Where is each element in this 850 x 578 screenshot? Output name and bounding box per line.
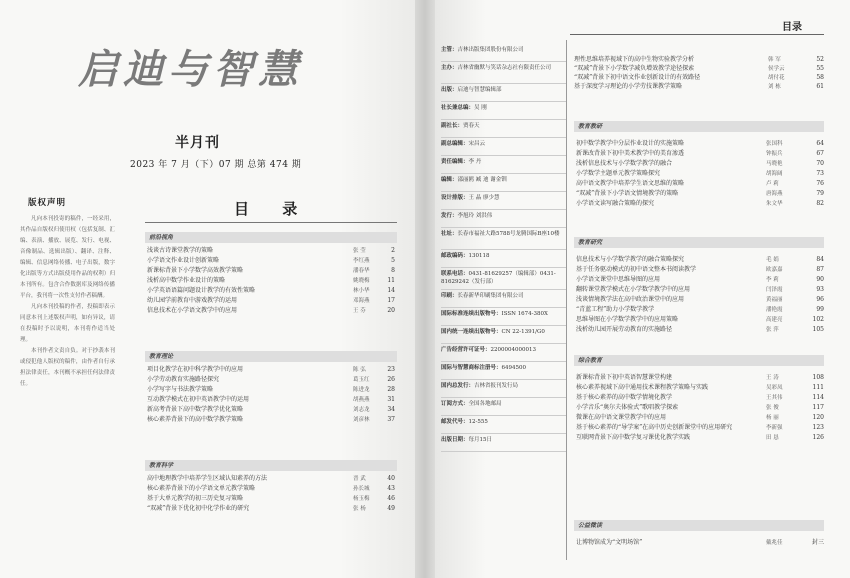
toc-entry	[576, 326, 824, 334]
entry-title: “双减”背景下优化初中化学作业的研究	[147, 505, 250, 512]
entry-title: 信息技术在小学语文教学中的应用	[147, 307, 238, 314]
entry-title: 翻转课堂教学模式在小学数学教学中的应用	[576, 286, 691, 293]
entry-author: 张 俊	[766, 405, 779, 411]
masthead-row	[441, 364, 566, 372]
entry-title: 新高考背景下高中数学教学优化策略	[147, 406, 244, 413]
masthead-value: 李旭玲 刘洪伟	[457, 213, 493, 219]
entry-author: 李 莉	[766, 277, 779, 283]
entry-page: 114	[812, 394, 824, 401]
toc-entry	[147, 475, 395, 483]
entry-title: 小学语文读写融合策略的探究	[576, 200, 655, 207]
masthead-divider	[441, 343, 566, 344]
masthead-value: CN 22-1391/G0	[501, 329, 545, 335]
entry-author: 胡燕燕	[353, 397, 370, 403]
masthead-value: 吉林省报刊发行局	[474, 383, 519, 389]
toc-entry	[147, 406, 395, 414]
entry-author: 卢 莉	[766, 181, 779, 187]
toc-entry	[574, 83, 824, 91]
masthead-value: 吴 刚	[474, 105, 487, 111]
copyright-title: 版权声明	[28, 198, 67, 208]
masthead-value: 贾春天	[463, 123, 480, 129]
masthead-row	[441, 104, 566, 112]
entry-author: 姚晓梅	[353, 278, 370, 284]
masthead-divider	[441, 289, 566, 290]
masthead-label: 副总编辑：	[441, 141, 469, 147]
entry-title: “双减”背景下小学语文情境教学的策略	[576, 190, 679, 197]
entry-page: 108	[812, 374, 824, 381]
entry-title: 小学劳动教育实施路径探究	[147, 376, 220, 383]
frequency-label: 半月刊	[175, 135, 220, 151]
entry-page: 封三	[811, 539, 824, 546]
entry-title: 互联网背景下高中数学复习课优化教学实践	[576, 434, 691, 441]
toc-rule	[145, 222, 397, 223]
entry-page: 105	[812, 326, 824, 333]
entry-author: 杨 丽	[766, 415, 779, 421]
entry-title: 浅析高中数学作业设计的策略	[147, 277, 226, 284]
toc-entry	[147, 386, 395, 394]
masthead-label: 出版：	[441, 87, 458, 93]
entry-title: 小学写字与书法教学策略	[147, 386, 214, 393]
entry-page: 99	[816, 306, 824, 313]
entry-title: 互动教学模式在初中英语教学中的运用	[147, 396, 250, 403]
entry-title: 核心素养背景下的小学语文单元教学策略	[147, 485, 256, 492]
entry-title: 基于核心素养的“导学案”在高中历史创新课堂中的应用研究	[576, 424, 733, 431]
entry-author: 杨玉梅	[353, 496, 370, 502]
entry-author: 王 芬	[353, 308, 366, 314]
entry-title: 高中语文教学中培养学生语文思维的策略	[576, 180, 685, 187]
toc-entry	[576, 180, 824, 188]
entry-author: 陈 弘	[353, 367, 366, 373]
masthead-divider	[441, 325, 566, 326]
masthead-row	[441, 252, 566, 260]
copyright-body	[20, 214, 115, 390]
section-header: 公益微读	[574, 520, 824, 531]
entry-title: 新课标背景下初中英语智慧课堂构建	[576, 374, 673, 381]
entry-author: 林小华	[353, 288, 370, 294]
toc-entry	[576, 374, 824, 382]
toc-entry	[576, 404, 824, 412]
entry-author: 黄福丽	[766, 297, 783, 303]
entry-title: 小学英语语篇问题设计教学的有效性策略	[147, 287, 256, 294]
entry-author: 刘 栋	[768, 84, 781, 90]
entry-title: 基于任务驱动模式的初中语文整本书阅读教学	[576, 266, 697, 273]
masthead-value: 长春市福祉大路5788号龙腾国际B座10楼	[457, 231, 560, 237]
issue-line: 2023 年 7 月（下）07 期 总第 474 期	[130, 160, 302, 170]
entry-title: 思维导图在小学数学教学中的应用策略	[576, 316, 679, 323]
right-toc-header: 目录	[782, 22, 802, 33]
section-header: 综合教育	[574, 355, 824, 366]
masthead-value: 全国各地邮局	[468, 401, 502, 407]
masthead-row	[441, 176, 566, 184]
entry-title: “青蓝工程”助力小学数学教学	[576, 306, 655, 313]
toc-entry	[147, 485, 395, 493]
toc-entry	[576, 150, 824, 158]
masthead-value: 2200004000013	[490, 347, 537, 353]
masthead-label: 主办：	[441, 65, 458, 71]
masthead-divider	[441, 415, 566, 416]
masthead-label: 邮发代号：	[441, 419, 469, 425]
masthead-label: 订阅方式：	[441, 401, 469, 407]
masthead-value: 邵丽鸥 臧 迪 谢金钏	[457, 177, 507, 183]
toc-entry	[574, 65, 824, 73]
toc-entry	[576, 266, 824, 274]
masthead-label: 联系电话：	[441, 271, 469, 277]
entry-author: 毛 娟	[766, 257, 779, 263]
entry-page: 11	[387, 277, 395, 284]
toc-entry	[147, 257, 395, 265]
entry-title: 核心素养视域下高中通用技术课程教学策略与实践	[576, 384, 709, 391]
masthead-row	[441, 140, 566, 148]
entry-page: 102	[812, 316, 824, 323]
masthead-value: 6494500	[501, 365, 527, 371]
toc-entry	[576, 384, 824, 392]
entry-author: 侯学云	[768, 66, 785, 72]
entry-author: 吴彩凤	[766, 385, 783, 391]
masthead-divider	[441, 267, 566, 268]
masthead-label: 国内统一连续出版物号：	[441, 329, 502, 335]
entry-page: 14	[387, 287, 395, 294]
entry-title: 基于核心素养的高中数学情境化教学	[576, 394, 673, 401]
masthead-divider	[441, 191, 566, 192]
masthead-row	[441, 230, 566, 248]
masthead-divider	[441, 307, 566, 308]
masthead-row	[441, 346, 566, 354]
masthead-label: 社长兼总编：	[441, 105, 475, 111]
entry-author: 王 涛	[766, 375, 779, 381]
entry-author: 欧嘉嘉	[766, 267, 783, 273]
entry-author: 唐海燕	[766, 191, 783, 197]
entry-page: 90	[816, 276, 824, 283]
masthead-label: 国际标准连续出版物号：	[441, 311, 502, 317]
masthead-label: 设计排版：	[441, 195, 469, 201]
masthead-value: 130118	[468, 253, 490, 259]
entry-page: 31	[387, 396, 395, 403]
masthead-label: 广告经营许可证号：	[441, 347, 491, 353]
entry-page: 96	[816, 296, 824, 303]
entry-page: 111	[812, 384, 824, 391]
entry-page: 64	[816, 140, 824, 147]
entry-author: 张 杨	[353, 506, 366, 512]
entry-page: 43	[387, 485, 395, 492]
entry-page: 117	[812, 404, 824, 411]
toc-entry	[147, 366, 395, 374]
masthead-row	[441, 382, 566, 390]
masthead-row	[441, 292, 566, 300]
toc-entry	[147, 495, 395, 503]
entry-page: 61	[816, 83, 824, 90]
masthead-row	[441, 64, 566, 82]
entry-title: “双减”背景下小学数学减负增效教学途径探索	[574, 65, 695, 72]
entry-page: 2	[391, 247, 395, 254]
toc-entry	[576, 296, 824, 304]
entry-page: 23	[387, 366, 395, 373]
entry-title: 小学数学主题单元教学策略探究	[576, 170, 661, 177]
masthead-divider	[441, 83, 566, 84]
toc-entry	[576, 316, 824, 324]
entry-author: 韩 军	[768, 57, 781, 63]
column-divider	[566, 40, 567, 560]
entry-author: 晋 武	[353, 476, 366, 482]
entry-page: 52	[816, 56, 824, 63]
toc-entry	[147, 297, 395, 305]
masthead-divider	[441, 155, 566, 156]
entry-title: 信息技术与小学数学教学的融合策略探究	[576, 256, 685, 263]
toc-entry	[576, 306, 824, 314]
masthead-value: ISSN 1674-380X	[501, 311, 548, 317]
section-header: 教育教研	[574, 121, 824, 132]
masthead-row	[441, 194, 566, 202]
toc-entry	[576, 170, 824, 178]
entry-page: 84	[816, 256, 824, 263]
section-header: 教育研究	[574, 237, 824, 248]
entry-title: 浅析信息技术与小学数学教学的融合	[576, 160, 673, 167]
entry-author: 胡付花	[768, 75, 785, 81]
entry-page: 123	[812, 424, 824, 431]
toc-title: 目 录	[234, 200, 312, 218]
entry-title: 小学音乐“奥尔夫体验式”歌唱教学探索	[576, 404, 679, 411]
entry-page: 82	[816, 200, 824, 207]
entry-author: 张 萍	[766, 327, 779, 333]
masthead-divider	[441, 397, 566, 398]
entry-author: 朱文华	[766, 201, 783, 207]
entry-page: 58	[816, 74, 824, 81]
masthead-label: 邮政编码：	[441, 253, 469, 259]
entry-author: 张国科	[766, 141, 783, 147]
entry-title: 小学语文课堂中思维导图的应用	[576, 276, 661, 283]
masthead-row	[441, 270, 566, 288]
copyright-paragraph: 凡向本刊投寄的稿件，一经采用，其作品自版权归使用权（包括复制、汇编、表演、播放、展览、发行、电视、音像制品、选辑出版）、翻译、注释、编辑、信息网络传播、电子出版，数字化出版等方式出版使用作品的权利）归本刊所有。包含合作数据库及网络传播平台，我刊将一次性支付作者稿酬。	[20, 216, 115, 299]
masthead-value: 长春新华印刷集团有限公司	[457, 293, 524, 299]
masthead-row	[441, 212, 566, 220]
entry-author: 闫泽霞	[766, 287, 783, 293]
toc-entry	[574, 56, 824, 64]
entry-author: 潘春华	[353, 268, 370, 274]
entry-page: 70	[816, 160, 824, 167]
toc-entry	[576, 190, 824, 198]
toc-entry	[147, 505, 395, 513]
masthead-value: 宋昌云	[468, 141, 486, 147]
right-toc-rule	[570, 34, 824, 35]
toc-entry	[576, 414, 824, 422]
entry-title: “双减”背景下初中语文作业创新设计的有效路径	[574, 74, 701, 81]
masthead-divider	[441, 119, 566, 120]
entry-page: 5	[391, 257, 395, 264]
masthead-row	[441, 122, 566, 130]
section-header: 教育理论	[145, 351, 397, 362]
entry-page: 76	[816, 180, 824, 187]
entry-author: 胡海阔	[766, 171, 783, 177]
entry-author: 刘志龙	[353, 407, 370, 413]
toc-entry	[576, 286, 824, 294]
toc-entry	[576, 539, 824, 547]
entry-page: 73	[816, 170, 824, 177]
entry-author: 刘彦林	[353, 417, 370, 423]
entry-page: 26	[387, 376, 395, 383]
toc-entry	[147, 376, 395, 384]
entry-title: 理性思维培养视域下的高中生物实验教学分析	[574, 56, 695, 63]
entry-title: 浅析幼儿园开展劳动教育的实施路径	[576, 326, 673, 333]
masthead-label: 国际与智慧商标注册号：	[441, 365, 502, 371]
entry-title: 新课改背景下初中美术教学中的美育渗透	[576, 150, 685, 157]
entry-author: 潘艳霞	[766, 307, 783, 313]
magazine-logo: 启迪与智慧	[78, 47, 303, 93]
masthead-value: 吉林省幽默与笑话杂志社有限责任公司	[457, 65, 552, 71]
entry-page: 20	[387, 307, 395, 314]
masthead-divider	[441, 137, 566, 138]
toc-entry	[147, 416, 395, 424]
masthead-divider	[441, 61, 566, 62]
entry-page: 28	[387, 386, 395, 393]
masthead-value: 王 晶 廖少慧	[468, 195, 500, 201]
masthead-divider	[441, 227, 566, 228]
masthead-divider	[441, 451, 566, 452]
entry-author: 马晓艳	[766, 161, 783, 167]
entry-author: 田 恳	[766, 435, 779, 441]
toc-entry	[147, 267, 395, 275]
entry-title: 让博物馆成为“文明场馆”	[576, 539, 643, 546]
entry-title: 浅谈情境教学法在高中政治课堂中的应用	[576, 296, 685, 303]
toc-entry	[147, 396, 395, 404]
toc-entry	[574, 74, 824, 82]
entry-author: 孙长城	[353, 486, 370, 492]
entry-author: 王其伟	[766, 395, 783, 401]
entry-page: 67	[816, 150, 824, 157]
masthead-divider	[441, 433, 566, 434]
masthead-divider	[441, 361, 566, 362]
masthead-label: 副社长：	[441, 123, 464, 129]
masthead-label: 责任编辑：	[441, 159, 469, 165]
masthead-row	[441, 158, 566, 166]
masthead-value: 启迪与智慧编辑部	[457, 87, 502, 93]
masthead-row	[441, 328, 566, 336]
masthead-divider	[441, 173, 566, 174]
entry-page: 17	[387, 297, 395, 304]
entry-title: 幼儿园学前教育中游戏教学的运用	[147, 297, 238, 304]
toc-entry	[147, 277, 395, 285]
entry-title: 基于深度学习理论的小学劳技课教学策略	[574, 83, 683, 90]
entry-page: 34	[387, 406, 395, 413]
masthead-row	[441, 310, 566, 318]
masthead-label: 国内总发行：	[441, 383, 475, 389]
entry-page: 87	[816, 266, 824, 273]
entry-author: 钟振兵	[766, 151, 783, 157]
toc-entry	[576, 424, 824, 432]
entry-page: 93	[816, 286, 824, 293]
entry-title: 新课标背景下小学数学高效教学策略	[147, 267, 244, 274]
entry-title: 核心素养背景下的高中数学教学策略	[147, 416, 244, 423]
masthead-row	[441, 418, 566, 426]
toc-entry	[576, 256, 824, 264]
entry-author: 高建亮	[766, 317, 783, 323]
toc-entry	[576, 434, 824, 442]
entry-page: 120	[812, 414, 824, 421]
copyright-paragraph: 凡向本刊投稿的作者，投稿即表示同意本刊上述版权声明，如有异议，请在投稿时予以说明，本刊将作适当处理。	[20, 304, 115, 343]
toc-entry	[576, 200, 824, 208]
masthead-label: 出版日期：	[441, 437, 469, 443]
masthead-label: 发行：	[441, 213, 458, 219]
toc-entry	[147, 287, 395, 295]
binding-gutter	[415, 0, 435, 578]
masthead-value: 0431-81629257（编辑部）0431-81629242（发行部）	[441, 271, 556, 285]
masthead-divider	[441, 249, 566, 250]
masthead-value: 李 丹	[468, 159, 482, 165]
masthead-row	[441, 46, 566, 54]
toc-entry	[147, 247, 395, 255]
entry-title: 微课在高中语文课堂教学中的应用	[576, 414, 667, 421]
entry-page: 40	[387, 475, 395, 482]
toc-entry	[576, 276, 824, 284]
toc-entry	[576, 160, 824, 168]
masthead-divider	[441, 209, 566, 210]
entry-page: 79	[816, 190, 824, 197]
masthead-value: 12-555	[468, 419, 488, 425]
entry-page: 126	[812, 434, 824, 441]
toc-entry	[576, 140, 824, 148]
masthead-label: 主管：	[441, 47, 458, 53]
entry-author: 李红燕	[353, 258, 370, 264]
entry-author: 戴兆佳	[766, 540, 783, 546]
section-header: 教育科学	[145, 460, 397, 471]
masthead-divider	[441, 101, 566, 102]
entry-page: 37	[387, 416, 395, 423]
entry-title: 浅谈古诗课堂教学的策略	[147, 247, 214, 254]
entry-author: 李新强	[766, 425, 783, 431]
entry-author: 葛玉红	[353, 377, 370, 383]
entry-page: 8	[391, 267, 395, 274]
entry-author: 陈进龙	[353, 387, 370, 393]
copyright-paragraph: 本刊作者文责自负。对于抄袭本刊或侵犯他人版权的稿件，由作者自行承担法律责任，本刊概不承担任何法律责任。	[20, 348, 115, 387]
masthead-label: 编辑：	[441, 177, 458, 183]
masthead-divider	[441, 379, 566, 380]
entry-title: 小学语文作业设计创新策略	[147, 257, 220, 264]
entry-author: 邓海燕	[353, 298, 370, 304]
entry-page: 46	[387, 495, 395, 502]
entry-page: 55	[816, 65, 824, 72]
toc-entry	[147, 307, 395, 315]
entry-page: 49	[387, 505, 395, 512]
masthead-row	[441, 436, 566, 444]
masthead-label: 社址：	[441, 231, 458, 237]
entry-title: 项目化教学在初中科学教学中的应用	[147, 366, 244, 373]
masthead-row	[441, 86, 566, 94]
entry-title: 基于大单元教学的初三历史复习策略	[147, 495, 244, 502]
toc-entry	[576, 394, 824, 402]
entry-title: 高中地理教学中培养学生区域认知素养的方法	[147, 475, 268, 482]
entry-title: 初中数学教学中分层作业设计的实施策略	[576, 140, 685, 147]
section-header: 前沿视角	[145, 232, 397, 243]
masthead-value: 每月15日	[468, 437, 493, 443]
entry-author: 张 莹	[353, 248, 366, 254]
masthead-label: 印刷：	[441, 293, 458, 299]
masthead-value: 吉林出版集团股份有限公司	[457, 47, 524, 53]
masthead-row	[441, 400, 566, 408]
